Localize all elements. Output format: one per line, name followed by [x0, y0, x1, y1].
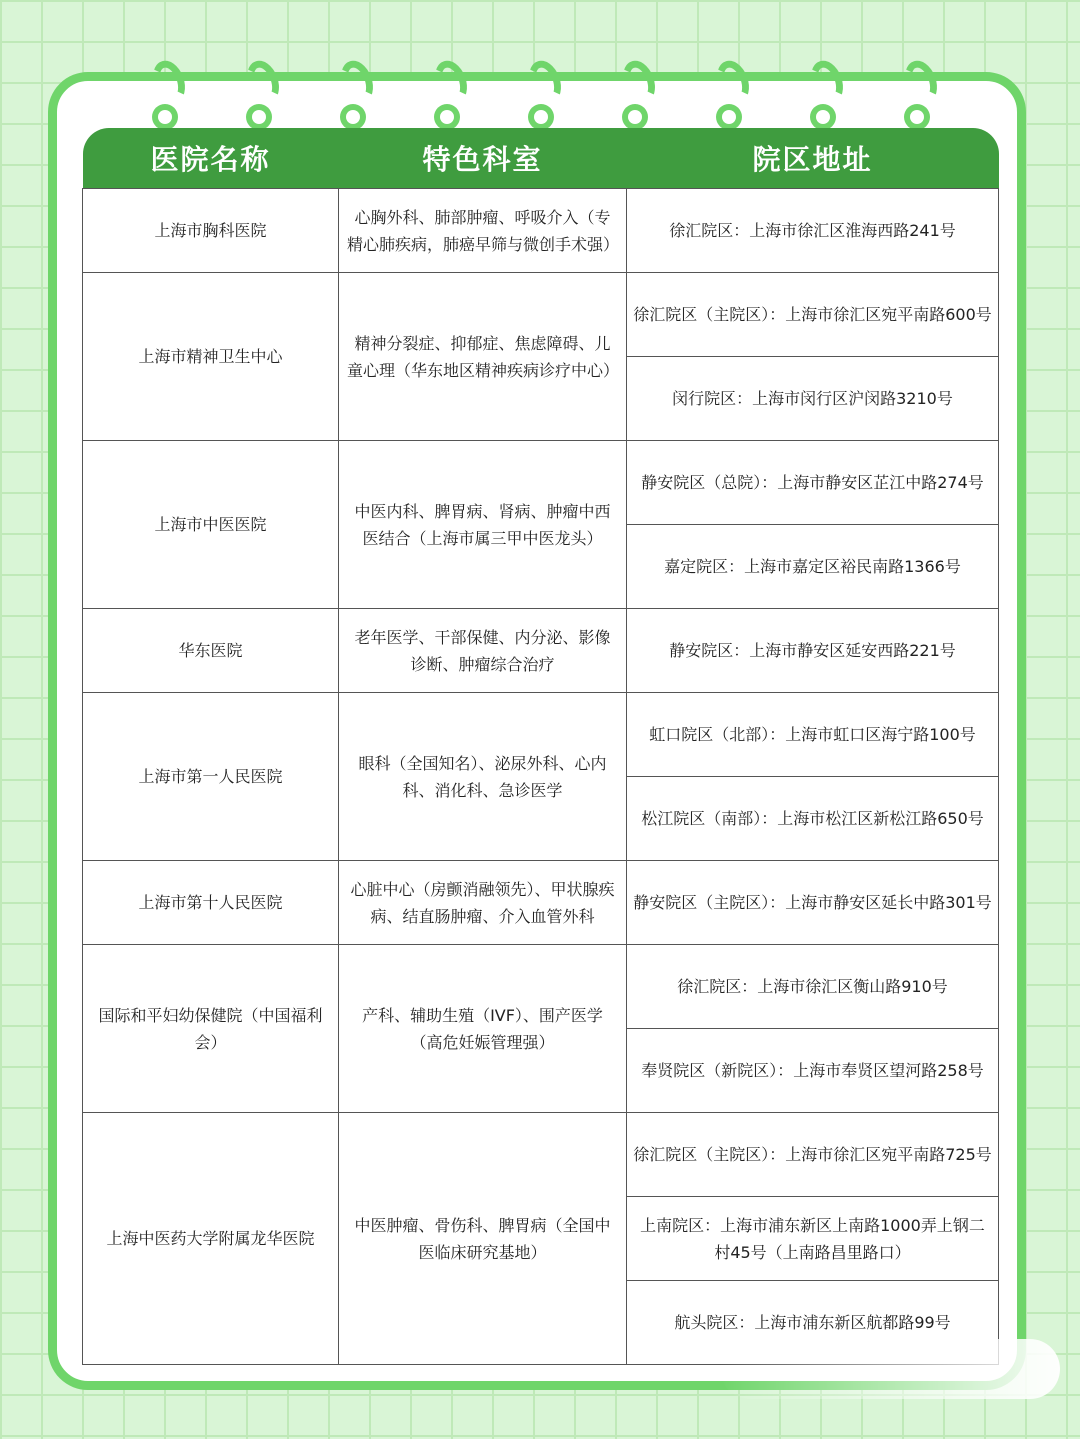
- campus-address: 嘉定院区：上海市嘉定区裕民南路1366号: [627, 525, 999, 609]
- campus-address: 奉贤院区（新院区）：上海市奉贤区望河路258号: [627, 1029, 999, 1113]
- hospital-departments: 眼科（全国知名）、泌尿外科、心内科、消化科、急诊医学: [339, 693, 627, 861]
- hospital-name: 上海市第十人民医院: [83, 861, 339, 945]
- header-hospital-name: 医院名称: [83, 128, 339, 189]
- hospital-name: 国际和平妇幼保健院（中国福利会）: [83, 945, 339, 1113]
- hospital-departments: 精神分裂症、抑郁症、焦虑障碍、儿童心理（华东地区精神疾病诊疗中心）: [339, 273, 627, 441]
- campus-address: 静安院区（主院区）：上海市静安区延长中路301号: [627, 861, 999, 945]
- table-row: [83, 609, 999, 693]
- campus-address: 徐汇院区：上海市徐汇区淮海西路241号: [627, 189, 999, 273]
- header-address: 院区地址: [627, 128, 999, 189]
- hospital-name: 上海市精神卫生中心: [83, 273, 339, 441]
- hospital-departments: 中医肿瘤、骨伤科、脾胃病（全国中医临床研究基地）: [339, 1113, 627, 1365]
- hospital-departments: 老年医学、干部保健、内分泌、影像诊断、肿瘤综合治疗: [339, 609, 627, 693]
- campus-address: 徐汇院区：上海市徐汇区衡山路910号: [627, 945, 999, 1029]
- campus-address: 虹口院区（北部）：上海市虹口区海宁路100号: [627, 693, 999, 777]
- campus-address: 静安院区：上海市静安区延安西路221号: [627, 609, 999, 693]
- campus-address: 徐汇院区（主院区）：上海市徐汇区宛平南路600号: [627, 273, 999, 357]
- table-row: [83, 189, 999, 273]
- campus-address: 松江院区（南部）：上海市松江区新松江路650号: [627, 777, 999, 861]
- table-row: [83, 441, 999, 525]
- campus-address: 静安院区（总院）：上海市静安区芷江中路274号: [627, 441, 999, 525]
- hospital-table: [82, 128, 999, 1365]
- hospital-name: 华东医院: [83, 609, 339, 693]
- hospital-departments: 产科、辅助生殖（IVF）、围产医学（高危妊娠管理强）: [339, 945, 627, 1113]
- table-row: [83, 1113, 999, 1197]
- hospital-departments: 中医内科、脾胃病、肾病、肿瘤中西医结合（上海市属三甲中医龙头）: [339, 441, 627, 609]
- table-row: [83, 693, 999, 777]
- hospital-name: 上海市中医医院: [83, 441, 339, 609]
- hospital-name: 上海中医药大学附属龙华医院: [83, 1113, 339, 1365]
- hospital-departments: 心脏中心（房颤消融领先）、甲状腺疾病、结直肠肿瘤、介入血管外科: [339, 861, 627, 945]
- hospital-name: 上海市胸科医院: [83, 189, 339, 273]
- table-row: [83, 945, 999, 1029]
- hospital-departments: 心胸外科、肺部肿瘤、呼吸介入（专精心肺疾病，肺癌早筛与微创手术强）: [339, 189, 627, 273]
- table-row: [83, 273, 999, 357]
- table-header-row: [83, 128, 999, 189]
- campus-address: 上南院区：上海市浦东新区上南路1000弄上钢二村45号（上南路昌里路口）: [627, 1197, 999, 1281]
- campus-address: 闵行院区：上海市闵行区沪闵路3210号: [627, 357, 999, 441]
- campus-address: 航头院区：上海市浦东新区航都路99号: [627, 1281, 999, 1365]
- table-row: [83, 861, 999, 945]
- hospital-name: 上海市第一人民医院: [83, 693, 339, 861]
- header-departments: 特色科室: [339, 128, 627, 189]
- campus-address: 徐汇院区（主院区）：上海市徐汇区宛平南路725号: [627, 1113, 999, 1197]
- watermark-blur: [720, 1339, 1060, 1399]
